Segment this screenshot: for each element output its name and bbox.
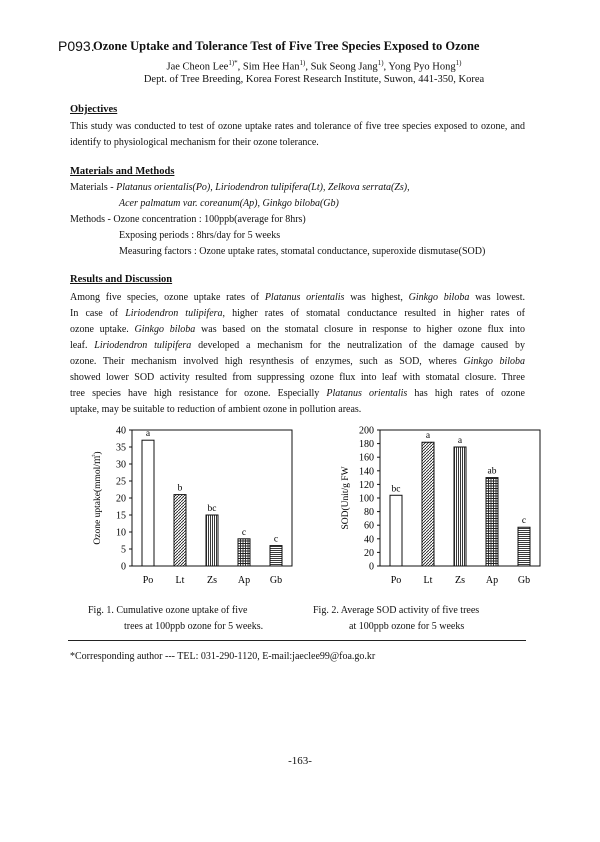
author-list: Jae Cheon Lee$^{1)*}$, Sim Hee Han$^{1)}$, Suk Seong Jang$^{1)}$, Yong Pyo Hong$^{1)}$: [166, 59, 462, 73]
bar-ap: [238, 539, 250, 566]
significance-letter: a: [425, 431, 431, 442]
y-tick-label: 160: [359, 452, 374, 464]
y-tick-label: 25: [116, 476, 126, 488]
bar-po: [390, 495, 402, 566]
results-line: tree species have high resistance for ozone. Especially Platanus orientalis has high rates of ozone: [70, 388, 525, 399]
figure-2-caption: Fig. 2. Average SOD activity of five trees at 100ppb ozone for 5 weeks: [313, 605, 480, 632]
y-tick-label: 0: [369, 561, 374, 573]
affiliation: Dept. of Tree Breeding, Korea Forest Research Institute, Suwon, 441-350, Korea: [143, 74, 485, 85]
methods-label: Methods -: [70, 214, 111, 225]
x-tick-label: Lt: [423, 575, 433, 586]
footnote-divider: [68, 640, 526, 641]
y-tick-label: 20: [364, 547, 374, 559]
bar-po: [142, 440, 154, 566]
y-tick-label: 30: [116, 459, 126, 471]
y-tick-label: 100: [359, 493, 374, 505]
x-tick-label: Lt: [175, 575, 185, 586]
significance-letter: bc: [207, 504, 217, 514]
y-tick-label: 5: [121, 544, 126, 556]
x-tick-label: Po: [390, 575, 402, 586]
methods-heading: Materials and Methods: [70, 166, 175, 177]
y-tick-label: 60: [364, 520, 374, 532]
paper-id: P093.: [58, 38, 95, 54]
y-axis-label: Ozone uptake(mmol/㎡): [93, 451, 103, 545]
results-line: uptake, may be suitable to reduction of ambient ozone in pollution areas.: [70, 404, 362, 415]
results-text: [70, 290, 525, 418]
significance-letter: b: [177, 483, 183, 494]
author-affil-mark: 1)*: [228, 59, 238, 67]
significance-letter: bc: [391, 484, 401, 495]
author-name: Sim Hee Han: [242, 61, 300, 73]
significance-letter: a: [145, 429, 151, 440]
bar-gb: [518, 527, 530, 566]
y-tick-label: 0: [121, 561, 126, 573]
objectives-heading: Objectives: [70, 104, 118, 115]
materials-label: Materials -: [70, 182, 114, 193]
author-affil-mark: 1): [377, 59, 384, 67]
author-affil-mark: 1): [455, 59, 462, 67]
methods-line: [70, 214, 306, 225]
figure-1-caption: Fig. 1. Cumulative ozone uptake of five trees at 100ppb ozone for 5 weeks.: [88, 605, 264, 632]
method-item: Measuring factors : Ozone uptake rates, stomatal conductance, superoxide dismutase(SOD): [119, 246, 486, 257]
objectives-text: This study was conducted to test of ozone uptake rates and tolerance of five tree species exposed to ozone, and identify to physiological mechanism for their ozone tolerance.: [70, 121, 525, 148]
x-tick-label: Po: [142, 575, 154, 586]
results-line: leaf. Liriodendron tulipifera developed a mechanism for the neutralization of the damage caused by: [70, 340, 525, 351]
bar-zs: [454, 447, 466, 566]
method-item: Exposing periods : 8hrs/day for 5 weeks: [119, 230, 281, 241]
author-affil-mark: 1): [299, 59, 306, 67]
y-tick-label: 180: [359, 439, 374, 451]
y-axis-label: SOD(Unit/g FW: [341, 466, 351, 530]
author-name: Yong Pyo Hong: [388, 61, 456, 73]
y-tick-label: 40: [364, 534, 374, 546]
x-tick-label: Gb: [517, 575, 531, 586]
bar-zs: [206, 515, 218, 566]
materials-line: [70, 182, 410, 193]
y-tick-label: 20: [116, 493, 126, 505]
y-tick-label: 140: [359, 466, 374, 478]
x-tick-label: Gb: [269, 575, 283, 586]
author-name: Suk Seong Jang: [310, 61, 378, 73]
materials-species-cont: Acer palmatum var. coreanum(Ap), Ginkgo biloba(Gb): [119, 198, 339, 209]
significance-letter: ab: [487, 466, 497, 477]
materials-species: Platanus orientalis(Po), Liriodendron tulipifera(Lt), Zelkova serrata(Zs),: [116, 182, 410, 193]
significance-letter: c: [521, 516, 527, 527]
significance-letter: a: [457, 436, 463, 446]
y-tick-label: 10: [116, 527, 126, 539]
figure-1-chart: [70, 418, 300, 598]
results-line: showed lower SOD activity resulted from suppressing ozone flux into leaf with stomatal closure. Three: [70, 372, 525, 383]
bar-ap: [486, 478, 498, 566]
y-tick-label: 40: [116, 425, 126, 437]
author-name: Jae Cheon Lee: [166, 61, 229, 73]
bar-lt: [422, 442, 434, 566]
bar-lt: [174, 495, 186, 566]
paper-title: Ozone Uptake and Tolerance Test of Five Tree Species Exposed to Ozone: [93, 39, 480, 53]
y-tick-label: 120: [359, 479, 374, 491]
y-tick-label: 35: [116, 442, 126, 454]
method-item: Ozone concentration : 100ppb(average for 8hrs): [113, 214, 306, 225]
page-number: -163-: [288, 755, 312, 767]
results-heading: Results and Discussion: [70, 274, 173, 285]
corresponding-author-footnote: *Corresponding author --- TEL: 031-290-1120, E-mail:jaeclee99@foa.go.kr: [70, 651, 376, 662]
results-line: ozone. Their mechanism involved high resynthesis of enzymes, such as SOD, wheres Ginkgo biloba: [70, 356, 526, 367]
bar-gb: [270, 546, 282, 566]
x-tick-label: Ap: [237, 575, 251, 586]
y-tick-label: 200: [359, 425, 374, 437]
significance-letter: c: [273, 534, 279, 545]
y-tick-label: 80: [364, 507, 374, 519]
x-tick-label: Zs: [207, 575, 217, 586]
figure-2-chart: [318, 418, 548, 598]
x-tick-label: Zs: [455, 575, 465, 586]
x-tick-label: Ap: [485, 575, 499, 586]
results-line: In case of Liriodendron tulipifera, higher rates of stomatal conductance resulted in higher rates of: [70, 308, 525, 319]
significance-letter: c: [241, 527, 247, 538]
y-tick-label: 15: [116, 510, 126, 522]
results-line: Among five species, ozone uptake rates of Platanus orientalis was highest, Ginkgo biloba was lowest.: [70, 292, 525, 303]
results-line: ozone uptake. Ginkgo biloba was based on the stomatal closure in response to higher ozone flux into: [70, 324, 525, 335]
